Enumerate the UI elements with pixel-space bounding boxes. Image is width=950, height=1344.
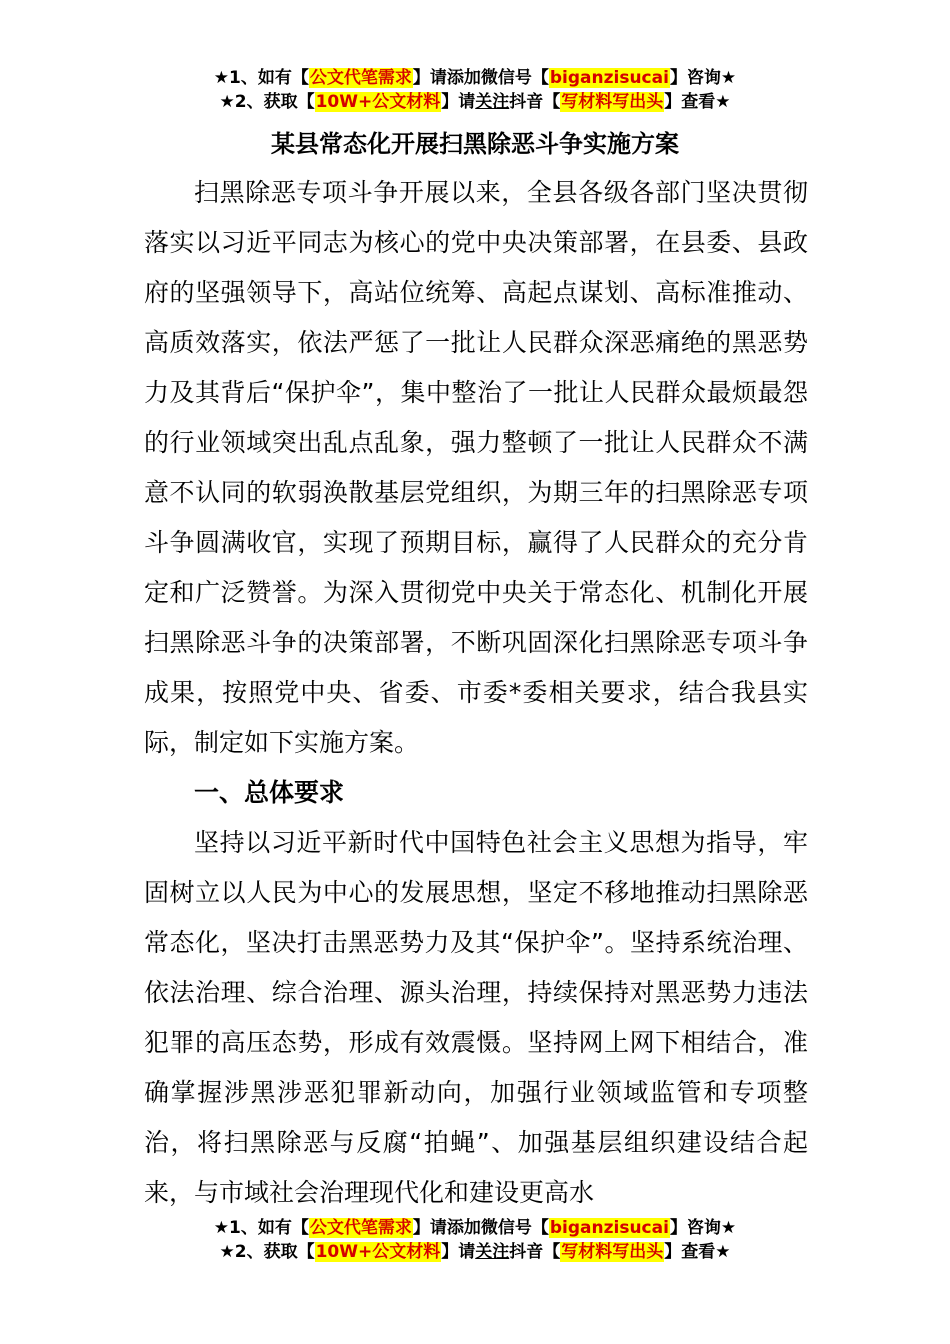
section-paragraph: 坚持以习近平新时代中国特色社会主义思想为指导，牢固树立以人民为中心的发展思想，坚定不移地推动扫黑除恶常态化，坚决打击黑恶势力及其“保护伞”。坚持系统治理、依法治理、综合治理、源头治理，持续保持对黑恶势力违法犯罪的高压态势，形成有效震慑。坚持网上网下相结合，准确掌握涉黑涉恶犯罪新动向，加强行业领域监管和专项整治，将扫黑除恶与反腐“拍蝇”、加强基层组织建设结合起来，与市域社会治理现代化和建设更高水 [144, 828, 808, 1207]
highlight-service: 公文代笔需求 [309, 1218, 412, 1238]
promo-text: ★1、如有【 [213, 1218, 309, 1238]
promo-banner-top [0, 66, 950, 114]
promo-text: 】请添加微信号【 [412, 1218, 549, 1238]
promo-text: ★1、如有【 [213, 68, 309, 88]
highlight-materials: 10W+公文材料 [315, 1242, 441, 1262]
promo-text: ★2、获取【 [219, 92, 315, 112]
promo-banner-bottom [0, 1216, 950, 1264]
document-title: 某县常态化开展扫黑除恶斗争实施方案 [271, 130, 679, 158]
highlight-douyin-account: 写材料写出头 [561, 92, 664, 112]
section-heading: 一、总体要求 [194, 778, 345, 807]
highlight-service: 公文代笔需求 [309, 68, 412, 88]
highlight-douyin-account: 写材料写出头 [561, 1242, 664, 1262]
promo-text: 】查看★ [664, 1242, 731, 1262]
promo-follow: 关注 [475, 92, 510, 112]
highlight-wechat-id: biganzisucai [549, 68, 669, 88]
promo-text: 抖音【 [509, 1242, 561, 1262]
promo-line-1 [0, 66, 950, 90]
highlight-wechat-id: biganzisucai [549, 1218, 669, 1238]
promo-text: 】咨询★ [669, 68, 737, 88]
promo-text: 】请 [441, 92, 476, 112]
promo-text: 抖音【 [509, 92, 561, 112]
promo-follow: 关注 [475, 1242, 510, 1262]
promo-text: 】查看★ [664, 92, 731, 112]
promo-line-2 [0, 1240, 950, 1264]
intro-paragraph: 扫黑除恶专项斗争开展以来，全县各级各部门坚决贯彻落实以习近平同志为核心的党中央决策部署，在县委、县政府的坚强领导下，高站位统筹、高起点谋划、高标准推动、高质效落实，依法严惩了一批让人民群众深恶痛绝的黑恶势力及其背后“保护伞”，集中整治了一批让人民群众最烦最怨的行业领域突出乱点乱象，强力整顿了一批让人民群众不满意不认同的软弱涣散基层党组织，为期三年的扫黑除恶专项斗争圆满收官，实现了预期目标，赢得了人民群众的充分肯定和广泛赞誉。为深入贯彻党中央关于常态化、机制化开展扫黑除恶斗争的决策部署，不断巩固深化扫黑除恶专项斗争成果，按照党中央、省委、市委*委相关要求，结合我县实际，制定如下实施方案。 [144, 178, 808, 757]
promo-text: ★2、获取【 [219, 1242, 315, 1262]
promo-line-2 [0, 90, 950, 114]
promo-line-1 [0, 1216, 950, 1240]
highlight-materials: 10W+公文材料 [315, 92, 441, 112]
promo-text: 】请添加微信号【 [412, 68, 549, 88]
promo-text: 】请 [441, 1242, 476, 1262]
promo-text: 】咨询★ [669, 1218, 737, 1238]
document-body [144, 168, 808, 1218]
